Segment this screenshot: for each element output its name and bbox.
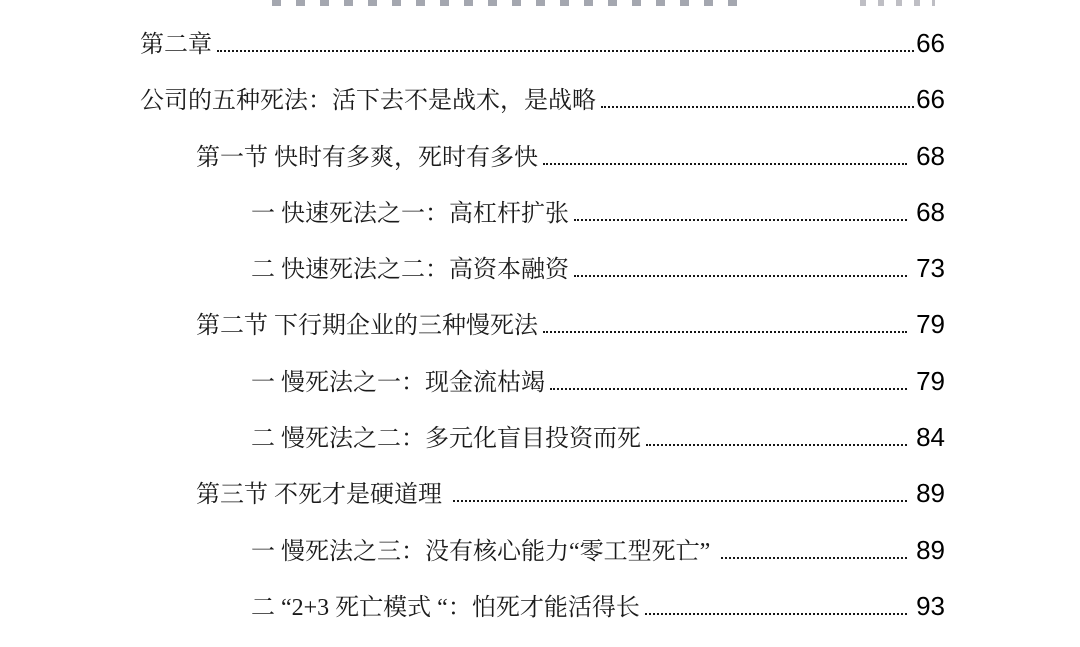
dot-leader: [543, 160, 907, 165]
toc-entry-title: 一 慢死法之一：现金流枯竭: [251, 369, 545, 396]
toc-entry-title: 二 快速死法之二：高资本融资: [251, 257, 569, 284]
dot-leader: [721, 554, 907, 559]
dot-leader: [574, 272, 907, 277]
clipped-text-line-fragment: [272, 0, 935, 7]
toc-entry[interactable]: [0, 130, 1080, 186]
toc-entry-title: 第三节 不死才是硬道理: [196, 482, 448, 509]
toc-entry-page-number: 68: [916, 140, 945, 171]
table-of-contents: [0, 17, 1080, 636]
toc-entry-page-number: 89: [916, 534, 945, 565]
toc-entry-title: 二 慢死法之二：多元化盲目投资而死: [251, 426, 641, 453]
toc-entry[interactable]: [0, 411, 1080, 467]
toc-entry-page-number: 66: [916, 28, 945, 58]
toc-entry[interactable]: [0, 467, 1080, 523]
dot-leader: [574, 216, 907, 221]
toc-entry-title: 第一节 快时有多爽，死时有多快: [196, 144, 538, 171]
dot-leader: [646, 441, 907, 446]
toc-entry-title: 第二章: [140, 32, 212, 58]
toc-entry[interactable]: [0, 242, 1080, 298]
toc-entry-page-number: 89: [916, 478, 945, 509]
toc-entry-title: 二 “2+3 死亡模式 “：怕死才能活得长: [251, 594, 640, 621]
toc-entry-page-number: 66: [916, 84, 945, 115]
toc-entry[interactable]: [0, 17, 1080, 73]
toc-entry[interactable]: [0, 524, 1080, 580]
dot-leader: [645, 610, 907, 615]
dot-leader: [453, 497, 907, 502]
toc-entry-page-number: 79: [916, 309, 945, 340]
toc-entry-title: 一 快速死法之一：高杠杆扩张: [251, 200, 569, 227]
toc-entry[interactable]: [0, 580, 1080, 636]
toc-entry[interactable]: [0, 355, 1080, 411]
dot-leader: [550, 385, 907, 390]
toc-entry-title: 一 慢死法之三：没有核心能力“零工型死亡”: [251, 538, 717, 565]
toc-entry[interactable]: [0, 73, 1080, 129]
toc-entry-page-number: 93: [916, 590, 945, 621]
dot-leader: [217, 47, 914, 52]
toc-entry-title: 第二节 下行期企业的三种慢死法: [196, 313, 538, 340]
toc-entry-title: 公司的五种死法：活下去不是战术，是战略: [140, 88, 596, 115]
toc-entry-page-number: 84: [916, 422, 945, 453]
toc-entry-page-number: 79: [916, 365, 945, 396]
toc-entry[interactable]: [0, 186, 1080, 242]
dot-leader: [543, 328, 907, 333]
toc-entry-page-number: 73: [916, 253, 945, 284]
toc-entry-page-number: 68: [916, 196, 945, 227]
dot-leader: [601, 103, 914, 108]
toc-entry[interactable]: [0, 298, 1080, 354]
